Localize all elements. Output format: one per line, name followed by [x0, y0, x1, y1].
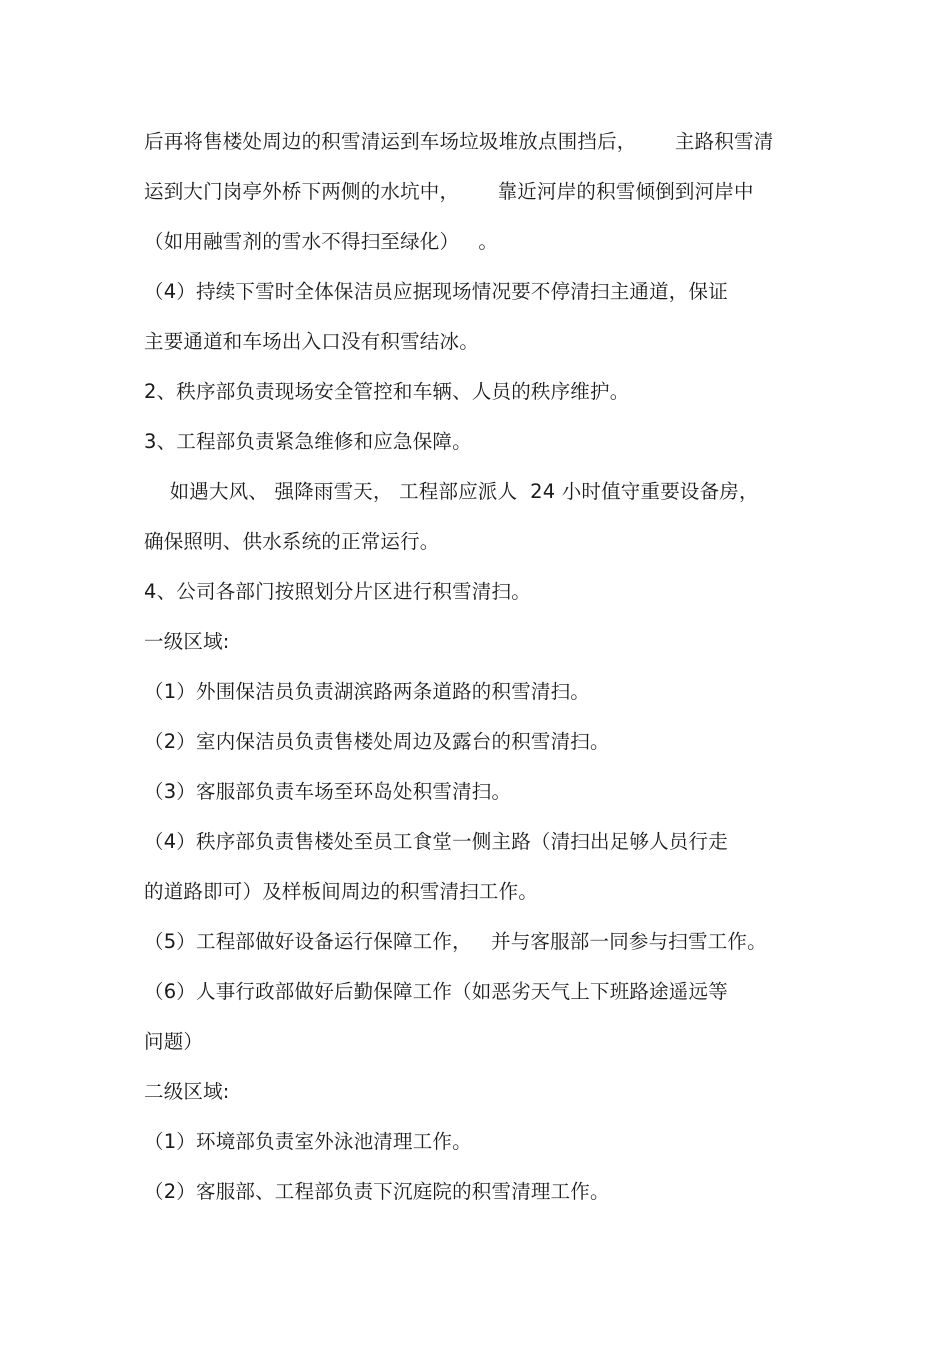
text-line: 如遇大风、 强降雨雪天， 工程部应派人 24 小时值守重要设备房，	[144, 480, 759, 503]
text-line: （4）持续下雪时全体保洁员应据现场情况要不停清扫主通道，保证	[144, 280, 728, 303]
text-line: （1）环境部负责室外泳池清理工作。	[144, 1130, 472, 1153]
text-line: 3、工程部负责紧急维修和应急保障。	[144, 430, 472, 453]
text-line: 的道路即可）及样板间周边的积雪清扫工作。	[144, 880, 539, 903]
text-line: 后再将售楼处周边的积雪清运到车场垃圾堆放点围挡后， 主路积雪清	[144, 130, 774, 153]
section-heading: 二级区域:	[144, 1080, 230, 1103]
text-line: （1）外围保洁员负责湖滨路两条道路的积雪清扫。	[144, 680, 591, 703]
text-line: （2）客服部、工程部负责下沉庭院的积雪清理工作。	[144, 1180, 610, 1203]
text-line: （6）人事行政部做好后勤保障工作（如恶劣天气上下班路途遥远等	[144, 980, 728, 1003]
text-line: 问题）	[144, 1030, 204, 1053]
text-line: （3）客服部负责车场至环岛处积雪清扫。	[144, 780, 512, 803]
text-line: 确保照明、供水系统的正常运行。	[144, 530, 440, 553]
text-line: （2）室内保洁员负责售楼处周边及露台的积雪清扫。	[144, 730, 610, 753]
text-line: 主要通道和车场出入口没有积雪结冰。	[144, 330, 479, 353]
text-line: （4）秩序部负责售楼处至员工食堂一侧主路（清扫出足够人员行走	[144, 830, 728, 853]
section-heading: 一级区域:	[144, 630, 230, 653]
text-line: 2、秩序部负责现场安全管控和车辆、人员的秩序维护。	[144, 380, 630, 403]
text-line: 4、公司各部门按照划分片区进行积雪清扫。	[144, 580, 531, 603]
text-line: （如用融雪剂的雪水不得扫至绿化） 。	[144, 230, 499, 253]
text-line: （5）工程部做好设备运行保障工作， 并与客服部一同参与扫雪工作。	[144, 930, 767, 953]
text-line: 运到大门岗亭外桥下两侧的水坑中， 靠近河岸的积雪倾倒到河岸中	[144, 180, 754, 203]
